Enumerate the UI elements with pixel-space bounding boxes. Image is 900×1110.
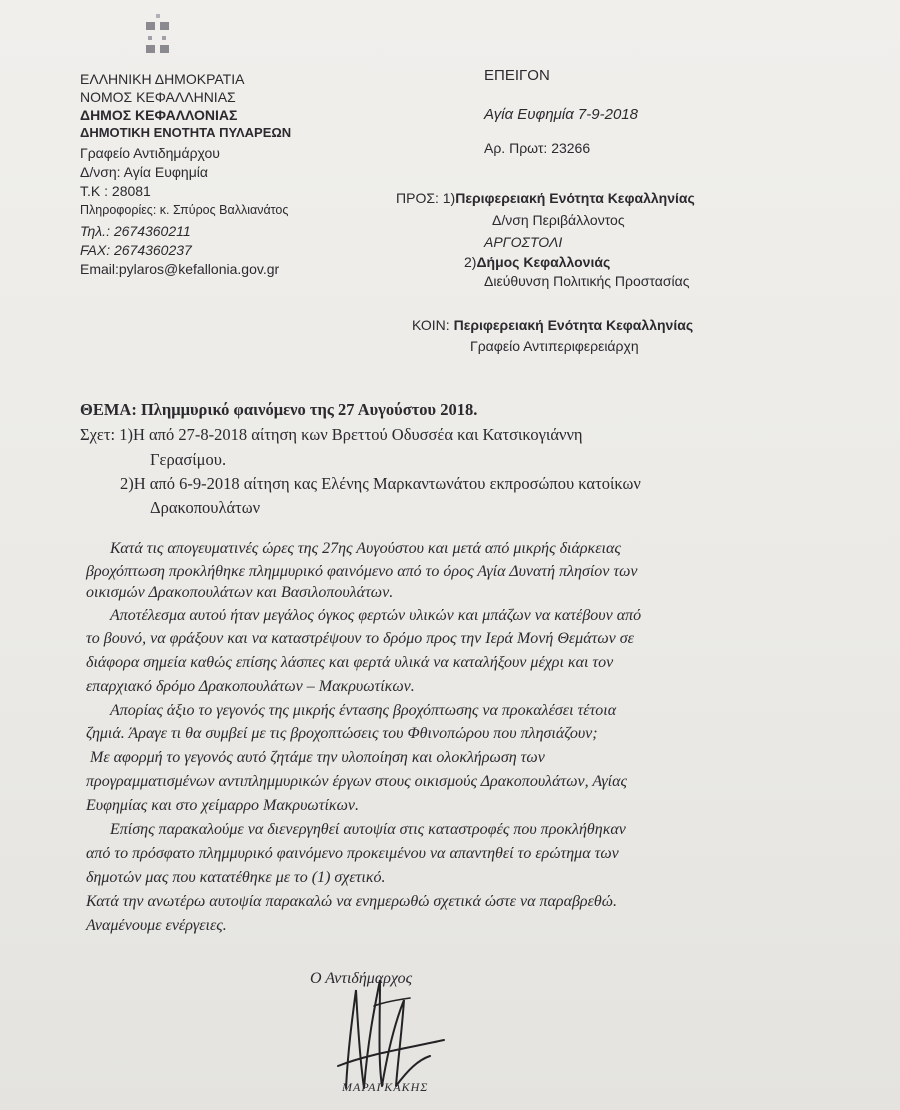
body-line: διάφορα σημεία καθώς επίσης λάσπες και φερτά υλικά να καταλήξουν μέχρι και τον bbox=[86, 654, 614, 671]
body-line: Με αφορμή το γεγονός αυτό ζητάμε την υλοποίηση και ολοκλήρωση των bbox=[90, 749, 545, 766]
urgent-label: ΕΠΕΙΓΟΝ bbox=[484, 67, 550, 84]
protocol-number: Αρ. Πρωτ: 23266 bbox=[484, 140, 591, 156]
to-label: ΠΡΟΣ: 1) bbox=[396, 190, 456, 206]
body-line: επαρχιακό δρόμο Δρακοπουλάτων – Μακρυωτίκων. bbox=[86, 678, 415, 695]
municipality-line: ΔΗΜΟΣ ΚΕΦΑΛΛΟΝΙΑΣ bbox=[80, 107, 238, 123]
body-line: ζημιά. Άραγε τι θα συμβεί με τις βροχοπτώσεις του Φθινοπώρου που πλησιάζουν; bbox=[86, 725, 598, 742]
recipient-2-dept: Διεύθυνση Πολιτικής Προστασίας bbox=[484, 273, 690, 289]
prefecture-line: ΝΟΜΟΣ ΚΕΦΑΛΛΗΝΙΑΣ bbox=[80, 89, 236, 105]
document-date: Αγία Ευφημία 7-9-2018 bbox=[484, 106, 638, 123]
phone-line: Τηλ.: 2674360211 bbox=[80, 223, 191, 239]
body-line: προγραμματισμένων αντιπλημμυρικών έργων στους οικισμούς Δρακοπουλάτων, Αγίας bbox=[86, 773, 628, 790]
unit-line: ΔΗΜΟΤΙΚΗ ΕΝΟΤΗΤΑ ΠΥΛΑΡΕΩΝ bbox=[80, 125, 292, 140]
subject-title: ΘΕΜΑ: Πλημμυρικό φαινόμενο της 27 Αυγούστου 2018. bbox=[80, 400, 478, 419]
handwritten-signature bbox=[318, 970, 468, 1090]
body-line: το βουνό, να φράξουν και να καταστρέψουν το δρόμο προς την Ιερά Μονή Θεμάτων σε bbox=[86, 630, 634, 647]
fax-line: FAX: 2674360237 bbox=[80, 242, 192, 258]
recipient-2 bbox=[464, 254, 610, 270]
body-line: από το πρόσφατο πλημμυρικό φαινόμενο προκειμένου να απαντηθεί το ερώτημα των bbox=[86, 845, 619, 862]
body-line: Επίσης παρακαλούμε να διενεργηθεί αυτοψία στις καταστροφές που προκλήθηκαν bbox=[110, 821, 626, 838]
to2-label: 2) bbox=[464, 254, 477, 270]
info-line: Πληροφορίες: κ. Σπύρος Βαλλιανάτος bbox=[80, 203, 289, 217]
recipient-1-dept: Δ/νση Περιβάλλοντος bbox=[492, 212, 625, 228]
body-line: Κατά την ανωτέρω αυτοψία παρακαλώ να ενημερωθώ σχετικά ώστε να παραβρεθώ. bbox=[86, 893, 617, 910]
body-line: βροχόπτωση προκλήθηκε πλημμυρικό φαινόμενο από το όρος Αγία Δυνατή πλησίον των bbox=[86, 563, 638, 580]
body-line: Αναμένουμε ενέργειες. bbox=[86, 917, 227, 934]
body-line: Ευφημίας και στο χείμαρρο Μακρυωτίκων. bbox=[86, 797, 359, 814]
reference-2-cont: Δρακοπουλάτων bbox=[150, 498, 261, 517]
office-line: Γραφείο Αντιδημάρχου bbox=[80, 145, 220, 161]
reference-1: Σχετ: 1)Η από 27-8-2018 αίτηση κων Βρεττού Οδυσσέα και Κατσικογιάννη bbox=[80, 425, 583, 444]
signatory-title: Ο Αντιδήμαρχος bbox=[310, 970, 413, 987]
body-line: Αποτέλεσμα αυτού ήταν μεγάλος όγκος φερτών υλικών και μπάζων να κατέβουν από bbox=[110, 607, 642, 624]
recipient-1-name: Περιφερειακή Ενότητα Κεφαλληνίας bbox=[455, 190, 695, 206]
cc-label: ΚΟΙΝ: bbox=[412, 317, 454, 333]
country-line: ΕΛΛΗΝΙΚΗ ΔΗΜΟΚΡΑΤΙΑ bbox=[80, 71, 245, 87]
cc-recipient bbox=[412, 317, 693, 333]
recipient-2-name: Δήμος Κεφαλλονιάς bbox=[476, 254, 611, 270]
body-line: Απορίας άξιο το γεγονός της μικρής έντασης βροχόπτωσης να προκαλέσει τέτοια bbox=[110, 702, 617, 719]
email-line: Email:pylaros@kefallonia.gov.gr bbox=[80, 261, 280, 277]
recipient-1 bbox=[396, 190, 695, 206]
cc-dept: Γραφείο Αντιπεριφερειάρχη bbox=[470, 338, 639, 354]
cc-name: Περιφερειακή Ενότητα Κεφαλληνίας bbox=[453, 317, 694, 333]
body-line: οικισμών Δρακοπουλάτων και Βασιλοπουλάτων. bbox=[86, 584, 394, 601]
postal-line: Τ.Κ : 28081 bbox=[80, 183, 151, 199]
greek-emblem-icon bbox=[140, 12, 192, 66]
address-line: Δ/νση: Αγία Ευφημία bbox=[80, 164, 208, 180]
body-line: δημοτών μας που κατατέθηκε με το (1) σχετικό. bbox=[86, 869, 386, 886]
recipient-1-city: ΑΡΓΟΣΤΟΛΙ bbox=[484, 234, 563, 250]
signatory-name: ΜΑΡΑΓΚΑΚΗΣ bbox=[342, 1080, 429, 1094]
body-line: Κατά τις απογευματινές ώρες της 27ης Αυγούστου και μετά από μικρής διάρκειας bbox=[110, 540, 621, 557]
reference-2: 2)Η από 6-9-2018 αίτηση κας Ελένης Μαρκαντωνάτου εκπροσώπου κατοίκων bbox=[120, 474, 641, 493]
reference-1-cont: Γερασίμου. bbox=[150, 450, 227, 469]
